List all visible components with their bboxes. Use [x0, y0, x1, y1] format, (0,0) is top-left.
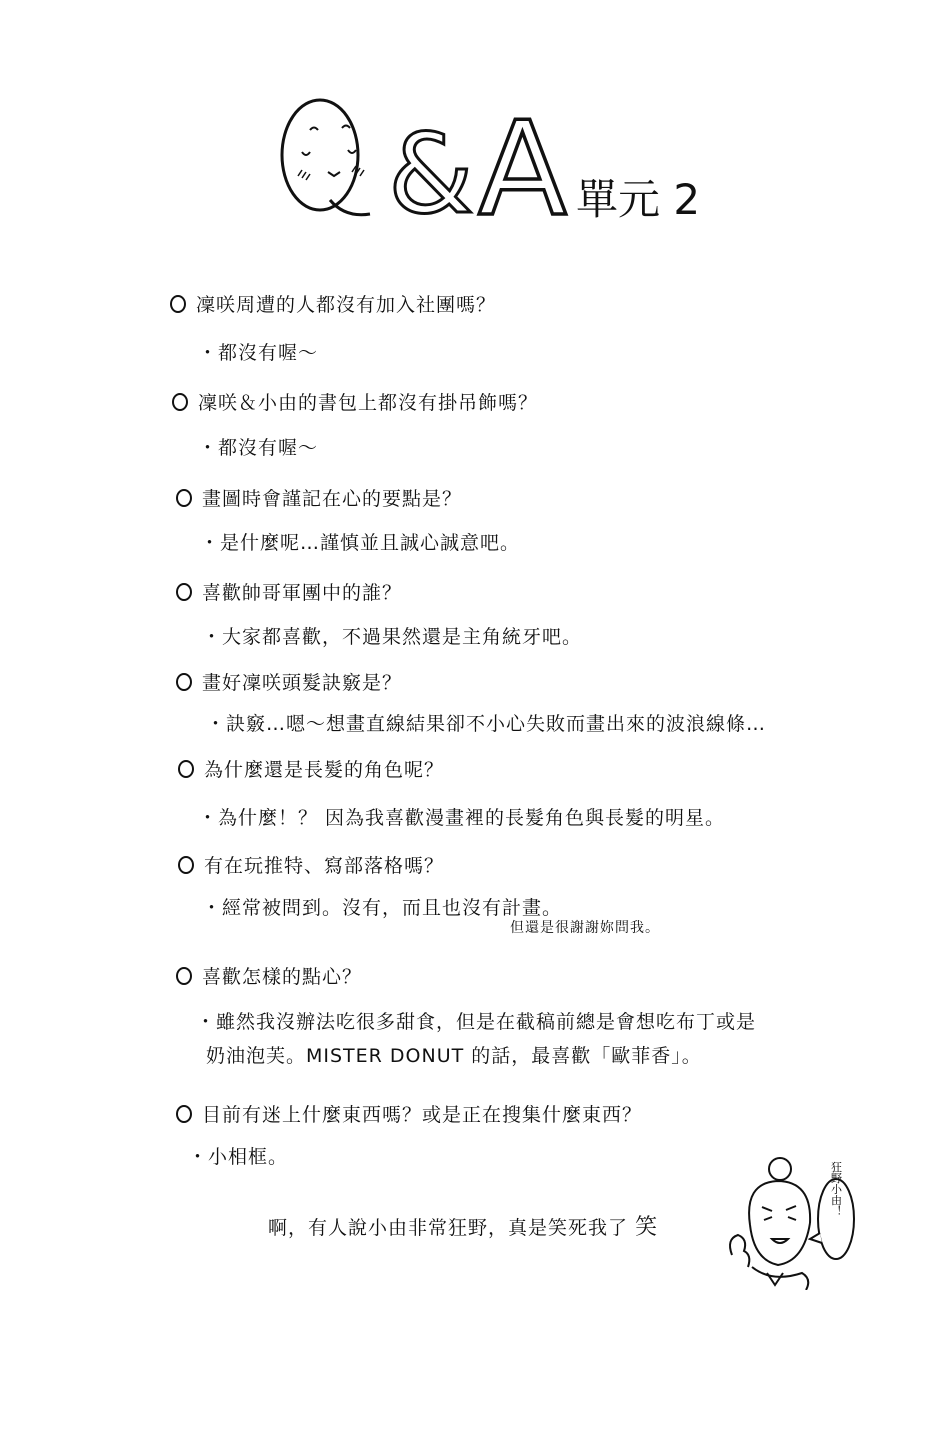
title-a: A — [478, 93, 567, 240]
q-face-outline — [282, 100, 358, 210]
answer-6: ・為什麼！？ 因為我喜歡漫畫裡的長髮角色與長髮的明星。 — [198, 807, 726, 829]
question-text: 喜歡帥哥軍團中的誰？ — [202, 582, 403, 604]
question-text: 有在玩推特、寫部落格嗎？ — [204, 855, 445, 877]
question-bullet-icon — [176, 967, 192, 985]
face-eye-right — [348, 150, 356, 153]
angry-eyebrows — [762, 1206, 796, 1211]
neckline — [767, 1273, 783, 1285]
chibi-character-illustration — [722, 1155, 872, 1294]
question-1 — [170, 290, 496, 317]
answer-1: ・都沒有喔～ — [198, 342, 319, 364]
question-bullet-icon — [176, 1105, 192, 1123]
hair-outline — [749, 1181, 810, 1225]
face-eyebrow-left — [310, 128, 318, 131]
answer-7-note: 但還是很謝謝妳問我。 — [510, 920, 660, 936]
answer-8-line-2: 奶油泡芙。MISTER DONUT 的話，最喜歡「歐菲香」。 — [206, 1045, 702, 1067]
answer-8: ・雖然我沒辦法吃很多甜食，但是在截稿前總是會想吃布丁或是 — [196, 1011, 757, 1033]
question-3 — [176, 484, 462, 511]
question-bullet-icon — [172, 393, 188, 411]
answer-7: ・經常被問到。沒有，而且也沒有計畫。 — [202, 897, 563, 919]
shouting-mouth — [772, 1239, 788, 1243]
question-bullet-icon — [178, 856, 194, 874]
question-4 — [176, 578, 402, 605]
face-mouth — [328, 172, 340, 176]
answer-9: ・小相框。 — [188, 1146, 289, 1168]
answer-3: ・是什麼呢…謹慎並且誠心誠意吧。 — [200, 532, 521, 554]
speech-bubble-text: 狂野小由！ — [829, 1161, 843, 1217]
title-artwork — [270, 90, 750, 244]
question-text: 目前有迷上什麼東西嗎？或是正在搜集什麼東西？ — [202, 1104, 643, 1126]
question-8 — [176, 962, 362, 989]
question-2 — [172, 388, 538, 415]
q-tail — [330, 200, 370, 215]
question-text: 為什麼還是長髮的角色呢？ — [204, 759, 445, 781]
answer-4: ・大家都喜歡，不過果然還是主角統牙吧。 — [202, 626, 583, 648]
question-text: 畫圖時會謹記在心的要點是？ — [202, 488, 463, 510]
face-blush-left — [298, 170, 310, 180]
question-text: 凜咲＆小由的書包上都沒有掛吊飾嗎？ — [198, 392, 539, 414]
question-text: 畫好凜咲頭髮訣竅是？ — [202, 672, 403, 694]
title-suffix: 單元 2 — [576, 175, 701, 224]
footer-laugh: 笑 — [635, 1215, 659, 1240]
footer-comment — [268, 1210, 658, 1241]
question-5 — [176, 668, 402, 695]
title-logo — [270, 90, 750, 240]
question-bullet-icon — [178, 760, 194, 778]
footer-text: 啊，有人說小由非常狂野，真是笑死我了 — [268, 1217, 629, 1239]
question-bullet-icon — [170, 295, 186, 313]
face-eye-left — [302, 152, 310, 155]
question-text: 喜歡怎樣的點心？ — [202, 966, 363, 988]
answer-2: ・都沒有喔～ — [198, 437, 319, 459]
answer-5: ・訣竅…嗯～想畫直線結果卻不小心失敗而畫出來的波浪線條… — [206, 713, 767, 735]
chibi-drawing — [722, 1155, 872, 1290]
question-bullet-icon — [176, 583, 192, 601]
raised-fist — [730, 1235, 749, 1267]
speech-bubble-tail — [810, 1233, 822, 1243]
question-7 — [178, 851, 444, 878]
hair-bun — [769, 1158, 791, 1180]
question-9 — [176, 1100, 642, 1127]
question-bullet-icon — [176, 673, 192, 691]
question-6 — [178, 755, 444, 782]
question-text: 凜咲周遭的人都沒有加入社團嗎？ — [196, 294, 497, 316]
angry-eyes — [764, 1217, 796, 1220]
question-bullet-icon — [176, 489, 192, 507]
face-eyebrow-right — [342, 126, 350, 129]
title-amp: & — [388, 110, 474, 238]
